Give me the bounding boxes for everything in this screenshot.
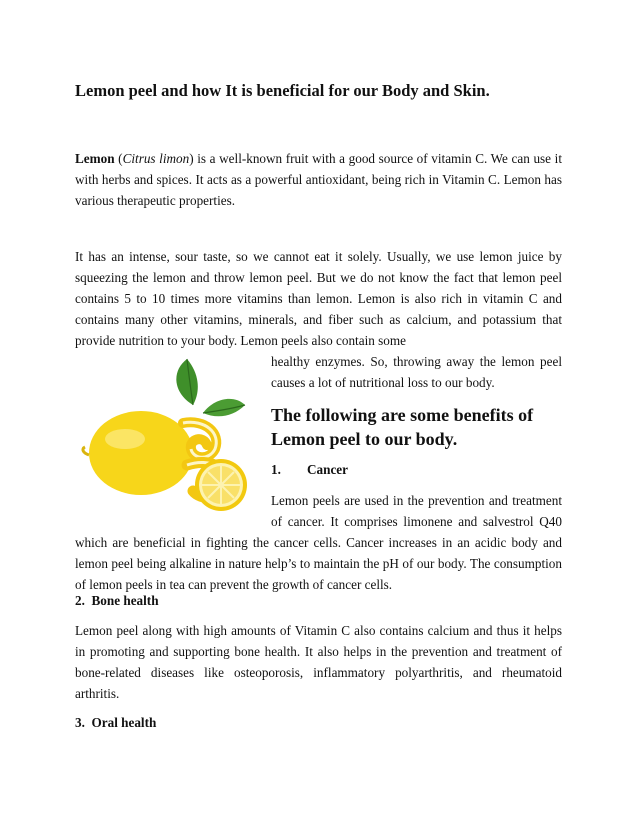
lemon-image xyxy=(75,353,265,519)
paragraph-taste: It has an intense, sour taste, so we cannot eat it solely. Usually, we use lemon juice by squeezing the lemon and throw lemon peel. But we do not know the fact that lemon peel contains 5 to 10 times more vitamins than lemon. Lemon is also rich in vitamin C and contains many other vitamins, minerals, and fiber such as calcium, and potassium that provide nutrition to your body. Lemon peels also contain some xyxy=(75,249,562,348)
intro-paragraph: Lemon (Citrus limon) is a well-known fruit with a good source of vitamin C. We can use it with herbs and spices. It acts as a powerful antioxidant, being rich in Vitamin C. Lemon has various therapeutic properties. xyxy=(75,151,562,208)
intro-text: is a well-known fruit with a good source of vitamin C. We can use it with herbs and spices. It acts as a powerful antioxidant, being rich in Vitamin C. Lemon has various therapeutic properties. xyxy=(75,151,562,208)
section-title: Cancer xyxy=(307,462,349,477)
section-heading-oral-health xyxy=(75,712,562,733)
main-body xyxy=(75,246,562,595)
paragraph-enzymes: healthy enzymes. So, throwing away the lemon peel causes a lot of nutritional loss to our body. xyxy=(271,354,562,390)
section-title: Oral health xyxy=(91,715,157,730)
scientific-name: Citrus limon xyxy=(122,151,190,166)
section-heading-bone-health xyxy=(75,590,562,611)
lemon-with-peel-spiral-image xyxy=(75,353,265,519)
section-text-cancer: Lemon peels are used in the prevention and treatment of cancer. It comprises limonene and salvestrol Q40 which are beneficial in fighting the cancer cells. Cancer increases in an acidic body and lemon peel being alkaline in nature help’s to maintain the pH of our body. The consumption of lemon peels in tea can prevent the growth of cancer cells. xyxy=(75,493,562,592)
section-number: 1. xyxy=(271,462,281,477)
intro-lead-word: Lemon xyxy=(75,151,115,166)
benefits-heading: The following are some benefits of Lemon peel to our body. xyxy=(271,405,534,449)
section-number: 3. xyxy=(75,715,85,730)
page-title: Lemon peel and how It is beneficial for our Body and Skin. xyxy=(75,81,490,100)
section-number: 2. xyxy=(75,593,85,608)
section-title: Bone health xyxy=(91,593,159,608)
section-text-bone-health: Lemon peel along with high amounts of Vitamin C also contains calcium and thus it helps in promoting and supporting bone health. It also helps in the prevention and treatment of bone-related diseases like osteoporosis, inflammatory polyarthritis, and rheumatoid arthritis. xyxy=(75,623,562,701)
